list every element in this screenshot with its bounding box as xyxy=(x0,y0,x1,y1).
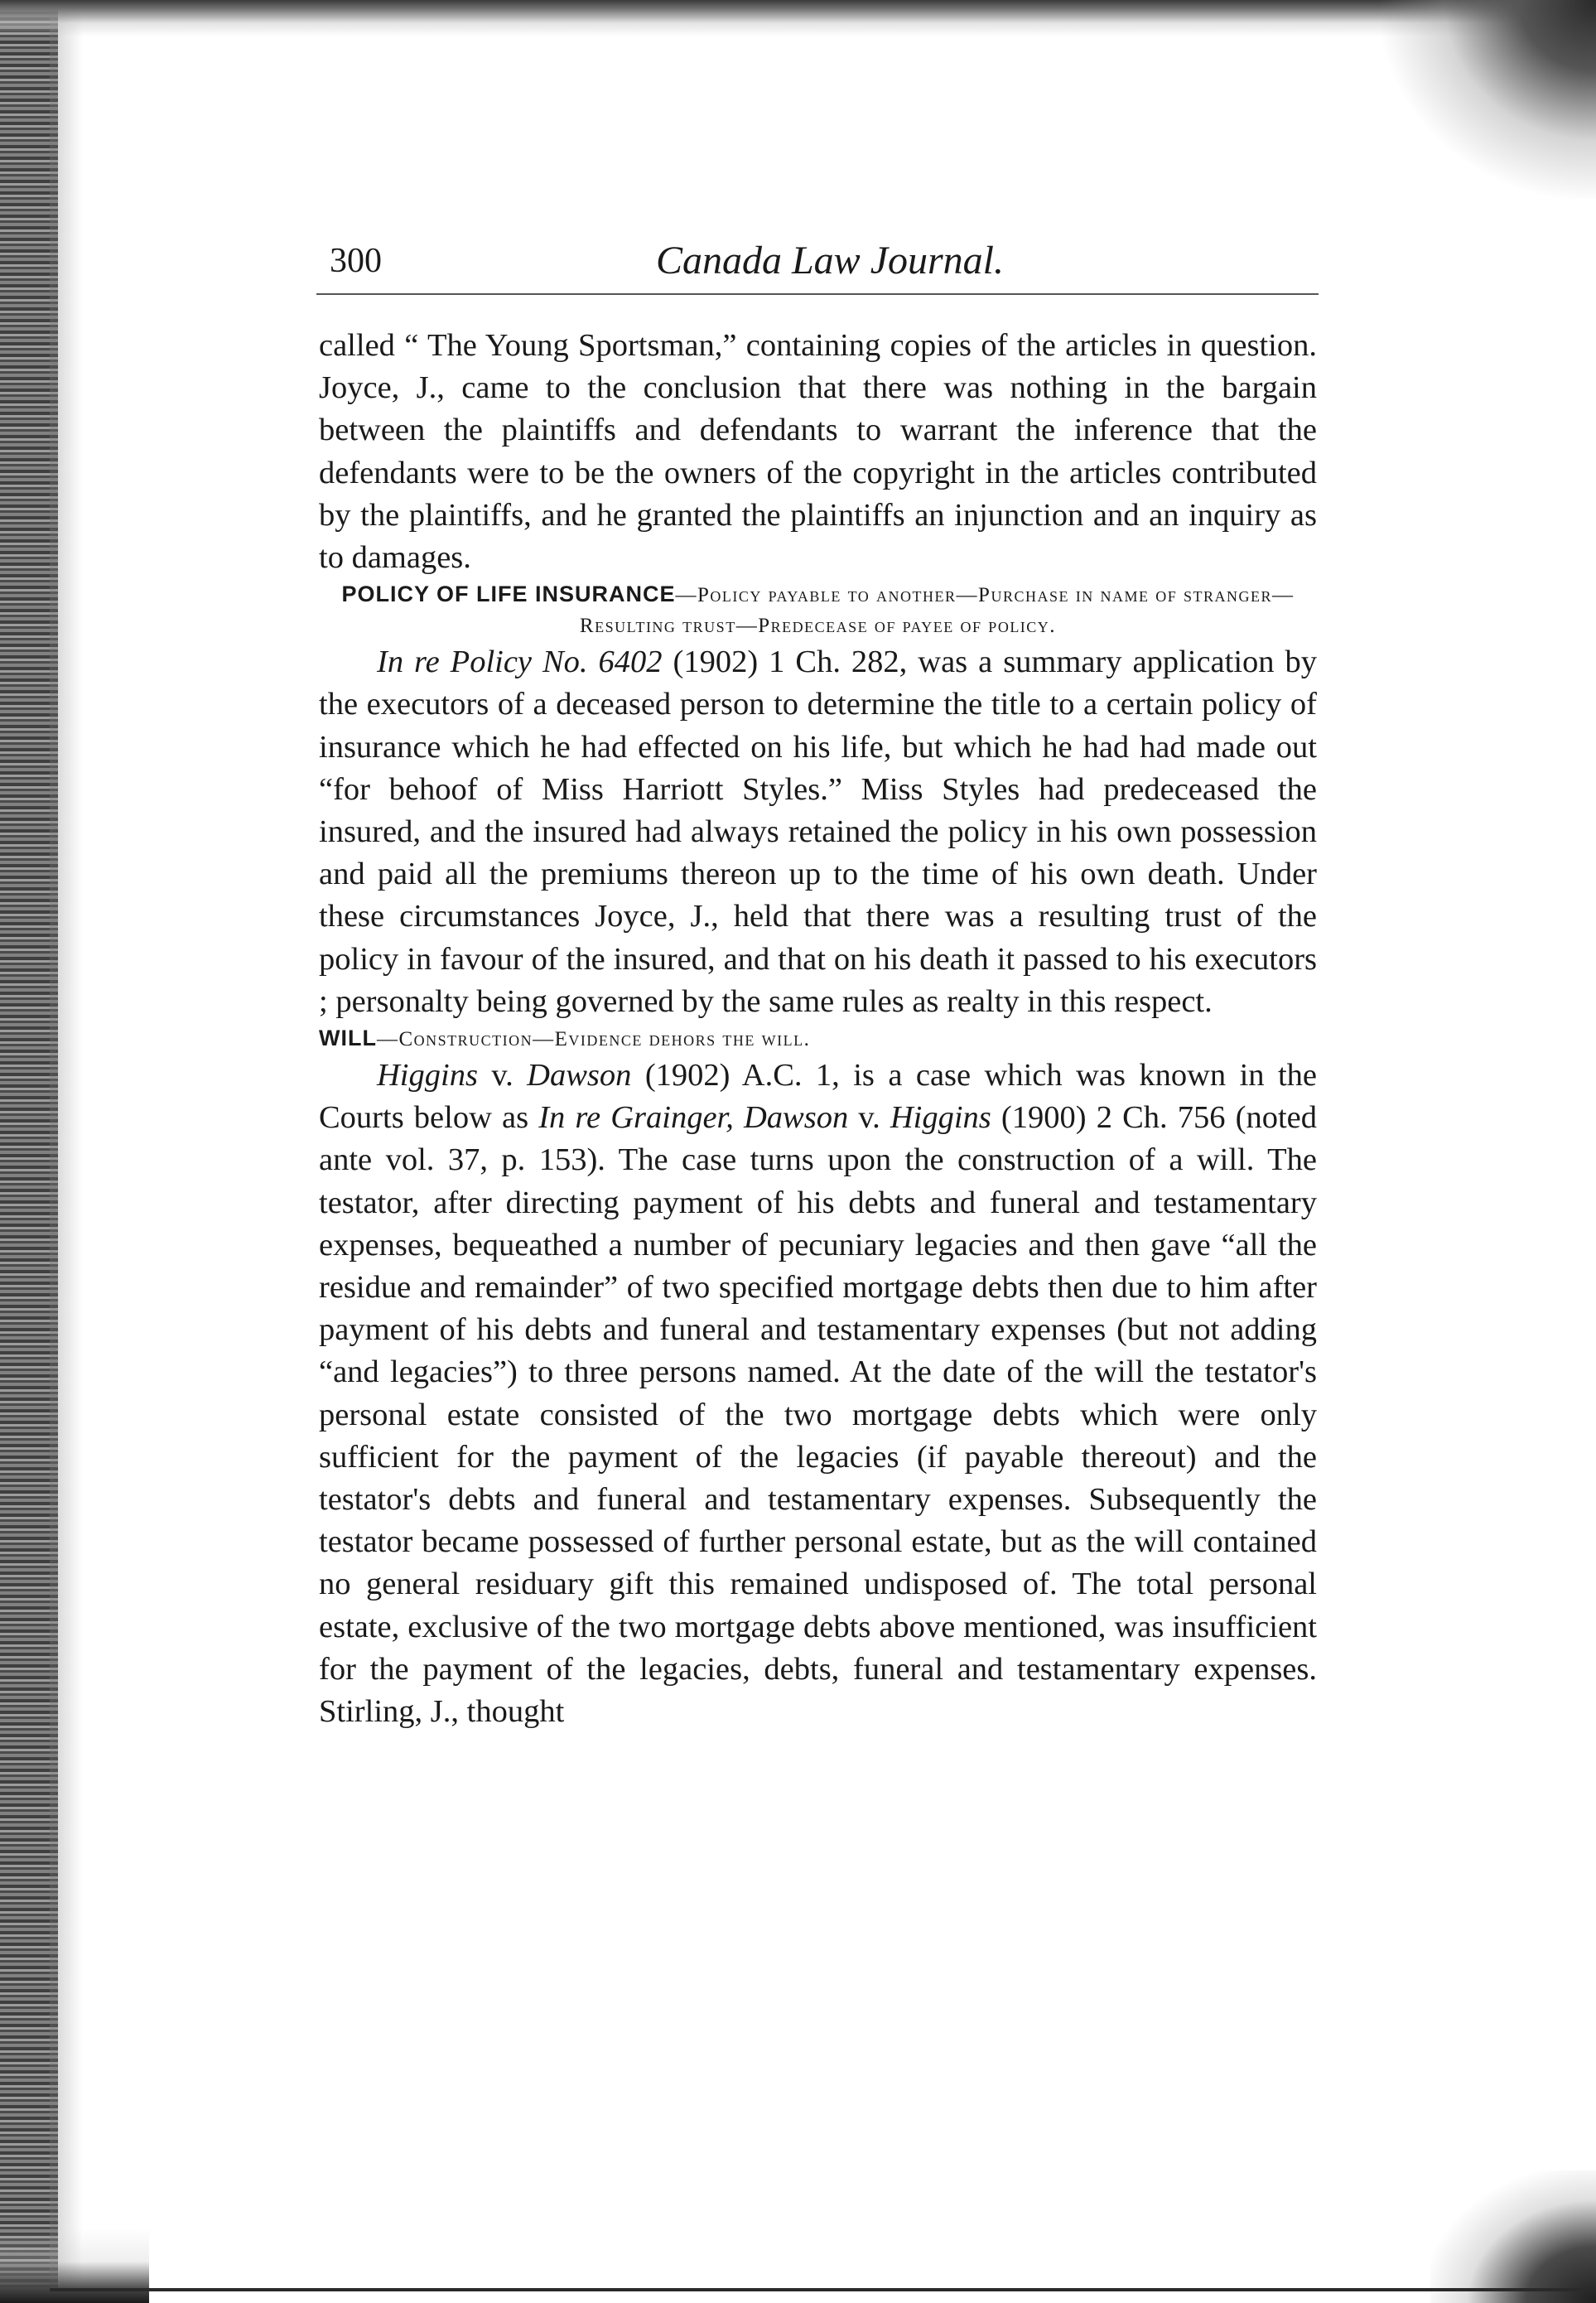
header-rule xyxy=(316,293,1319,295)
heading-detail: —Policy payable to another—Purchase in name of stranger—Resulting trust—Predecease of payee of policy. xyxy=(579,584,1295,638)
case-name: Higgins xyxy=(377,1058,478,1094)
heading-keyword: WILL xyxy=(319,1026,377,1051)
scan-corner-bottom-left xyxy=(0,2228,149,2303)
paragraph-will xyxy=(319,1055,1317,1733)
page-header xyxy=(316,228,1319,294)
case-versus: v. xyxy=(477,1058,528,1094)
scan-corner-top-right xyxy=(1381,0,1596,199)
paragraph-policy xyxy=(319,641,1317,1023)
case-name: Higgins xyxy=(890,1100,991,1136)
case-text: (1902) A.C. 1, is a case which was known in the Courts below as xyxy=(319,1058,1317,1136)
heading-keyword: POLICY OF LIFE INSURANCE xyxy=(341,582,676,607)
journal-title: Canada Law Journal. xyxy=(655,239,1005,282)
scan-bottom-edge xyxy=(50,2288,1590,2291)
case-name: In re Grainger, Dawson xyxy=(538,1100,849,1136)
scan-edge-top xyxy=(0,0,1596,36)
scan-edge-shadow xyxy=(50,0,83,2303)
case-name: In re Policy No. 6402 xyxy=(377,645,663,680)
case-name: Dawson xyxy=(527,1058,632,1094)
case-text: (1902) 1 Ch. 282, was a summary application by the executors of a deceased person to determine the title to a certain policy of insurance which he had effected on his life, but which he had had made out “for behoof of Miss Harriott Styles.” Miss Styles had predeceased the insured, and the insured had always retained the policy in his own possession and paid all the premiums thereon up to the time of his own death. Under these circumstances Joyce, J., held that there was a resulting trust of the policy in favour of the insured, and that on his death it passed to his executors ; personalty being governed by the same rules as realty in this respect. xyxy=(319,645,1318,1019)
section-heading-will xyxy=(319,1023,1317,1055)
case-text: (1900) 2 Ch. 756 (noted ante vol. 37, p. 153). The case turns upon the construction of a will. The testator, after directing payment of his debts and funeral and testamentary expenses, bequeathed a number of pecuniary legacies and then gave “all the residue and remainder” of two specified mortgage debts then due to him after payment of his debts and funeral and testamentary expenses (but not adding “and legacies”) to three persons named. At the date of the will the testator's personal estate consisted of the two mortgage debts which were only sufficient for the payment of the legacies (if payable thereout) and the testator's debts and funeral and testamentary expenses. Subsequently the testator became possessed of further personal estate, but as the will contained no general residuary gift this remained undisposed of. The total personal estate, exclusive of the two mortgage debts above mentioned, was insufficient for the payment of the legacies, debts, funeral and testamentary expenses. Stirling, J., thought xyxy=(319,1100,1317,1730)
section-heading-policy xyxy=(319,579,1317,641)
article-body xyxy=(319,325,1317,1733)
page-number: 300 xyxy=(330,242,382,280)
paragraph-continuation: called “ The Young Sportsman,” containing copies of the articles in question. Joyce, J., came to the conclusion that there was nothing in the bargain between the plaintiffs and defendants to warrant the inference that the defendants were to be the owners of the copyright in the articles contributed by the plaintiffs, and he granted the plaintiffs an injunction and an inquiry as to damages. xyxy=(319,328,1317,576)
scan-corner-bottom-right xyxy=(1430,2170,1596,2303)
heading-detail: —Construction—Evidence dehors the will. xyxy=(376,1028,811,1051)
case-versus: v. xyxy=(848,1100,890,1136)
